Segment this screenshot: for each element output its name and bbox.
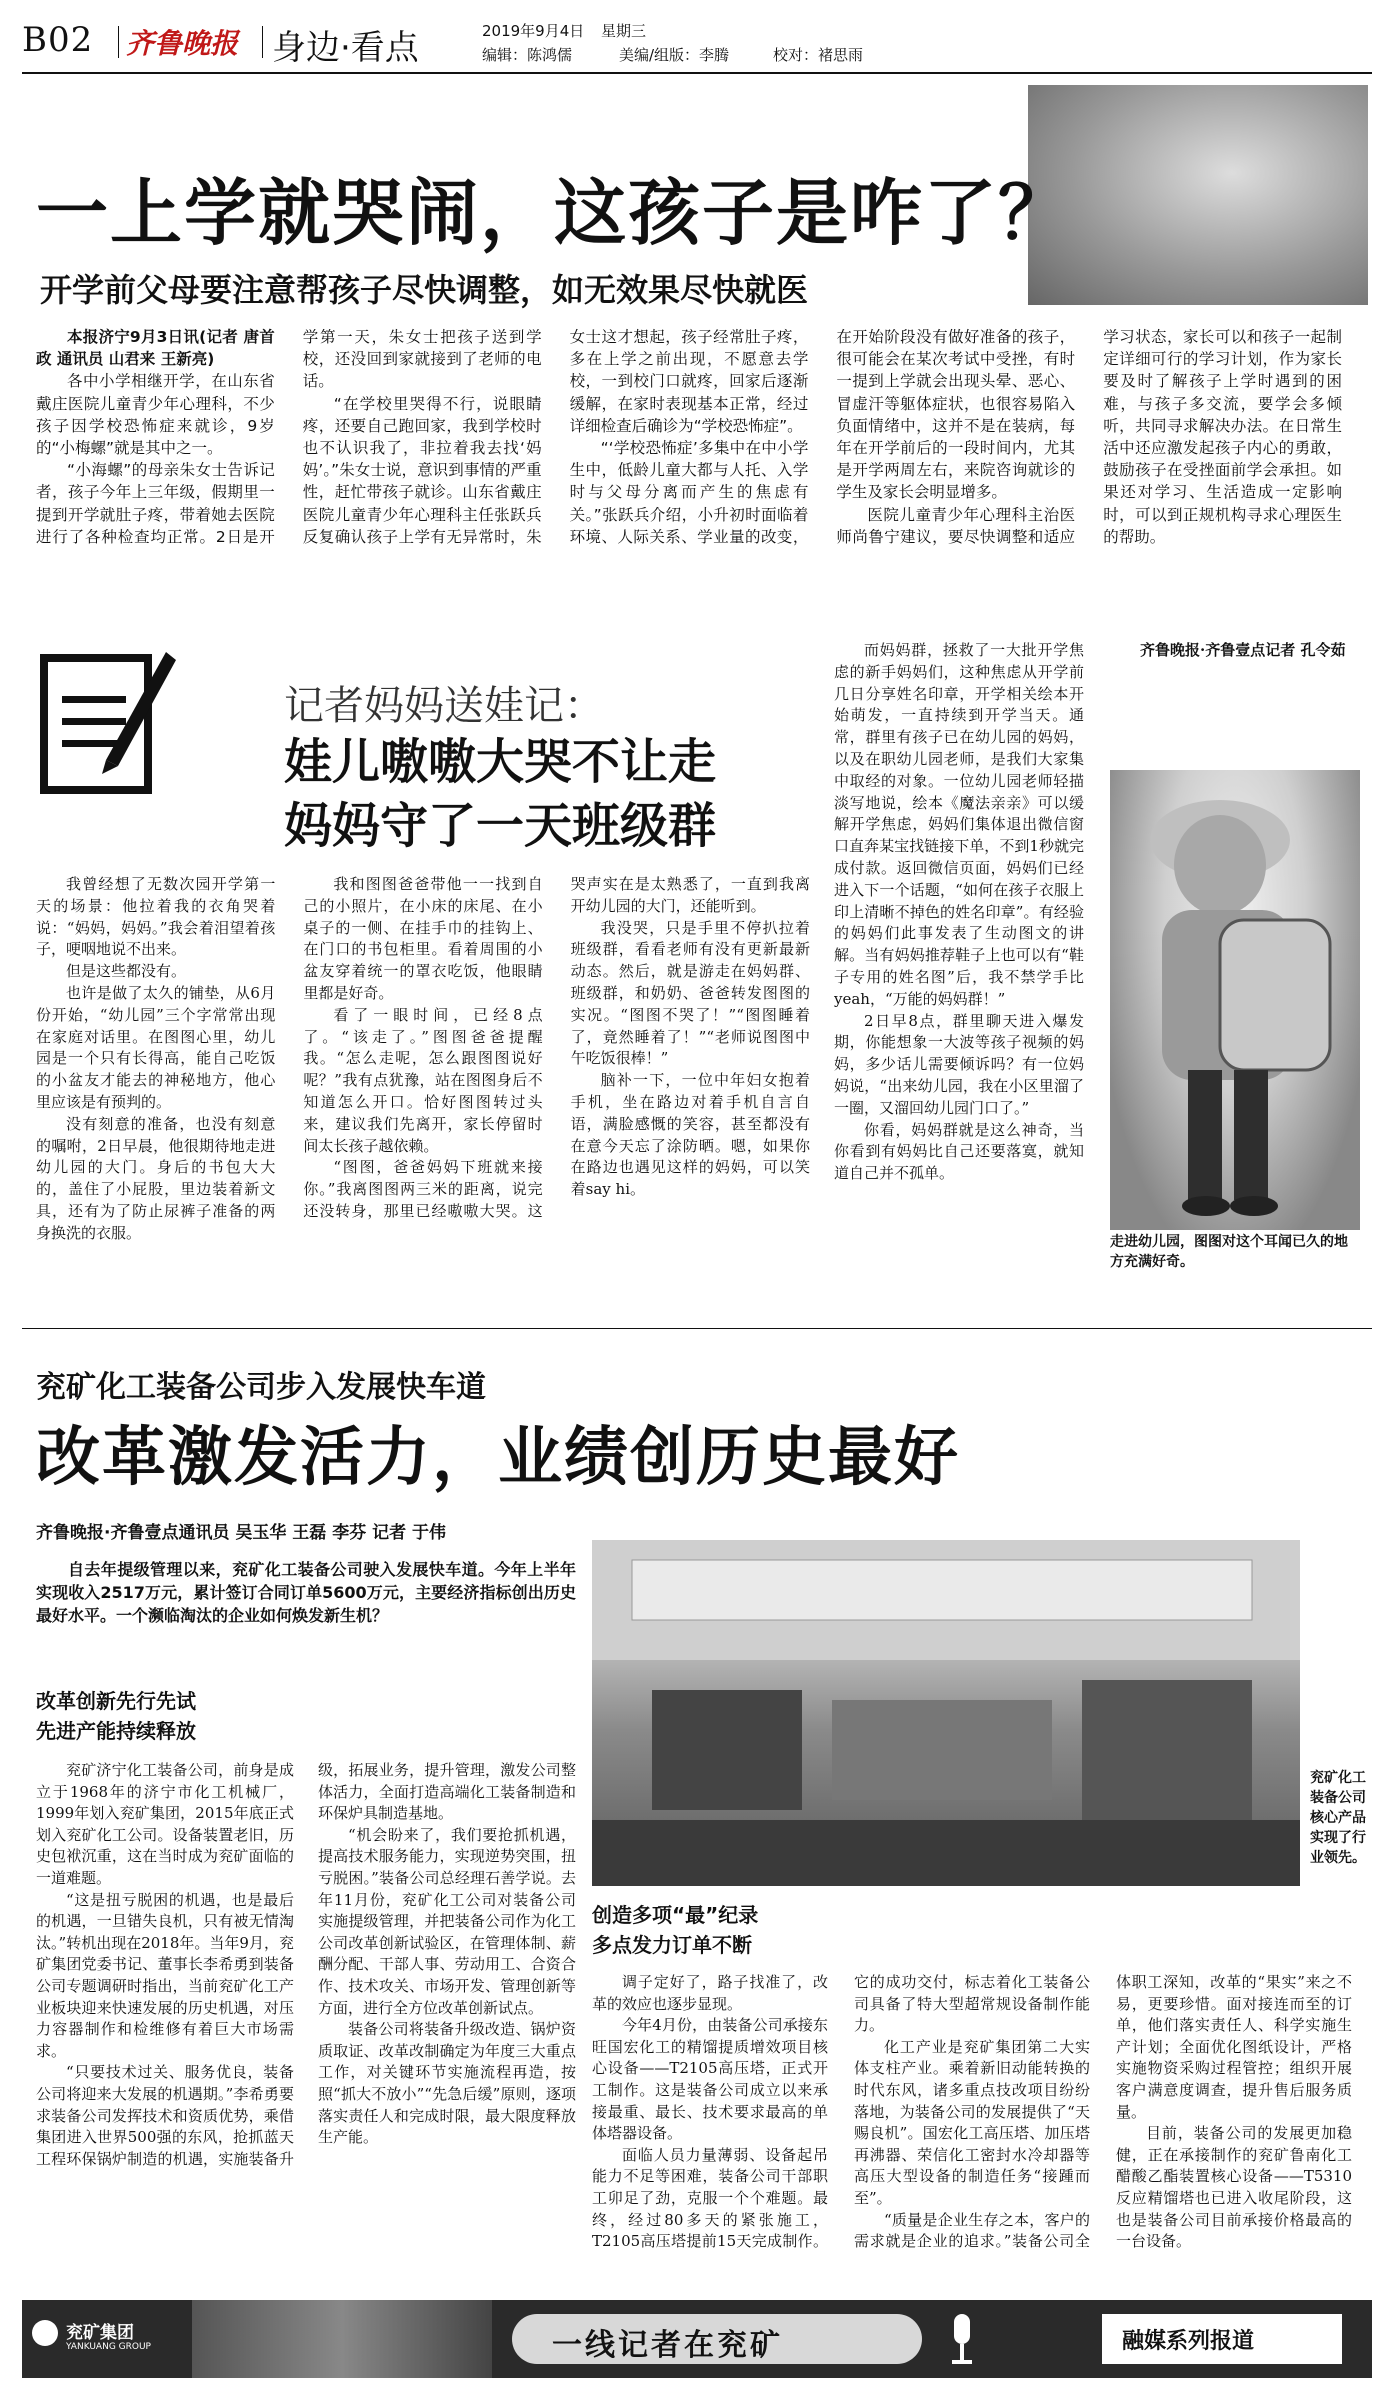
footer-banner (22, 2300, 1372, 2378)
section-title: 身边·看点 (272, 28, 419, 68)
proofreader-credit: 校对：褚思雨 (773, 46, 864, 64)
story2-para: 而妈妈群，拯救了一大批开学焦虑的新手妈妈们，这种焦虑从开学前几日分享姓名印章，开学相关绘本开始萌发，一直持续到开学当天。通常，群里有孩子已在幼儿园的妈妈，以及在职幼儿园老师，是我们大家集中取经的对象。一位幼儿园老师轻描淡写地说，绘本《魔法亲亲》可以缓解开学焦虑，妈妈们集体退出微信窗口直奔某宝找链接下单，不到1秒就完成付款。返回微信页面，妈妈们已经进入下一个话题，“如何在孩子衣服上印上清晰不掉色的姓名印章”。有经验的妈妈们此事发表了生动图文的讲解。当有妈妈推荐鞋子上也可以有“鞋子专用的姓名图”后，我不禁学手比yeah，“万能的妈妈群！” (834, 641, 1084, 1008)
story1-body (36, 326, 1342, 646)
story2-para: 我曾经想了无数次园开学第一天的场景：他拉着我的衣角哭着说：“妈妈，妈妈。”我会着泪望着孩子，哽咽地说不出来。 (36, 875, 276, 959)
story3-para: “质量是企业生存之本，客户的需求就是企业的追求。”装备公司全体职工深知，改革的“果实”来之不易，更要珍惜。面对接连而至的订单，他们落实责任人、科学实施生产计划；全面优化图纸设计，严格实施物资采购过程管控；组织开展客户满意度调查，提升售后服务质量。 (854, 1973, 1352, 2251)
story3-subheading2-line1: 创造多项“最”纪录 (592, 1903, 759, 1927)
story2-body-left (36, 874, 810, 1310)
story2-byline-box (1110, 640, 1350, 760)
company-logo (32, 2316, 182, 2366)
microphone-icon (942, 2310, 982, 2368)
story2-para: “图图，爸爸妈妈下班就来接你。”我离图图两三米的距离，说完还没转身，那里已经嗷嗷大哭。这哭声实在是太熟悉了，一直到我离开幼儿园的大门，还能听到。 (303, 875, 810, 1220)
factory-photo-caption: 兖矿化工装备公司核心产品实现了行业领先。 (1310, 1770, 1366, 1866)
issue-date: 2019年9月4日 (482, 22, 585, 40)
story3-para: “只要技术过关、服务优良，装备公司将迎来大发展的机遇期。”李希勇要求装备公司发挥技术和资质优势，乘借集团进入世界500强的东风，抢抓蓝天工程环保锅炉制造的机遇，实施装备升级，拓展业务，提升管理，激发公司整体活力，全面打造高端化工装备制造和环保炉具制造基地。 (36, 1761, 576, 2168)
notepad-icon (36, 640, 176, 800)
designer-credit: 美编/组版：李腾 (619, 46, 730, 64)
story2-headline-line1: 娃儿嗷嗷大哭不让走 (284, 734, 717, 790)
story1-byline: 本报济宁9月3日讯(记者 唐首政 通讯员 山君来 王新亮) (36, 328, 275, 369)
story3-para: 今年4月份，由装备公司承接东旺国宏化工的精馏提质增效项目核心设备——T2105高压塔，正式开工制作。这是装备公司成立以来承接最重、最长、技术要求最高的单体塔器设备。 (592, 2016, 828, 2143)
story3-para: 目前，装备公司的发展更加稳健，正在承接制作的兖矿鲁南化工醋酸乙酯装置核心设备——T5310反应精馏塔也已进入收尾阶段，这也是装备公司目前承接价格最高的一台设备。 (1116, 2124, 1352, 2251)
story1-para: 医院儿童青少年心理科主治医师尚鲁宁建议，要尽快调整和适应学习状态，家长可以和孩子一起制定详细可行的学习计划，作为家长要及时了解孩子上学时遇到的困难，与孩子多交流，要学会多倾听，共同寻求解决办法。在日常生活中还应激发起孩子内心的勇敢，鼓励孩子在受挫面前学会承担。如果还对学习、生活造成一定影响时，可以到正规机构寻求心理医生的帮助。 (836, 328, 1342, 546)
story2-kicker: 记者妈妈送娃记： (284, 683, 604, 729)
story3-lead (36, 1558, 576, 1648)
story2-body-right (834, 640, 1084, 1320)
page-header (0, 0, 1394, 80)
company-logo-icon (32, 2320, 58, 2346)
story1-para: 各中小学相继开学，在山东省戴庄医院儿童青少年心理科，不少孩子因学校恐怖症来就诊，9岁的“小梅螺”就是其中之一。 (36, 372, 275, 458)
story2-para: 但是这些都没有。 (66, 962, 187, 981)
company-logo-en: YANKUANG GROUP (66, 2342, 151, 2352)
story3-para: “机会盼来了，我们要抢抓机遇，提高技术服务能力，实现逆势突围，扭亏脱困。”装备公司总经理石善学说。去年11月份，兖矿化工公司对装备公司实施提级管理，并把装备公司作为化工公司改革创新试验区，在管理体制、薪酬分配、干部人事、劳动用工、合资合作、技术攻关、市场开发、管理创新等方面，进行全方位改革创新试点。 (318, 1825, 576, 2017)
miners-photo-strip (192, 2300, 492, 2378)
story2-headline-line2: 妈妈守了一天班级群 (284, 798, 717, 854)
story3-para: 兖矿济宁化工装备公司，前身是成立于1968年的济宁市化工机械厂，1999年划入兖矿集团，2015年底正式划入兖矿化工公司。设备装置老旧，历史包袱沉重，这在当时成为兖矿面临的一道难题。 (36, 1761, 294, 1887)
story1-subheadline: 开学前父母要注意帮孩子尽快调整，如无效果尽快就医 (40, 271, 809, 309)
story2-byline: 齐鲁晚报·齐鲁壹点记者 孔令茹 (1140, 641, 1346, 659)
company-logo-name: 兖矿集团 (66, 2323, 134, 2343)
story3-para: 调子定好了，路子找准了，改革的效应也逐步显现。 (592, 1973, 828, 2013)
story2-para: 也许是做了太久的铺垫，从6月份开始，“幼儿园”三个字常常出现在家庭对话里。在图图心里，幼儿园是一个只有长得高，能自己吃饭的小盆友才能去的神秘地方，他心里应该是有预判的。 (36, 983, 276, 1111)
story3-para: 面临人员力量薄弱、设备起吊能力不足等困难，装备公司干部职工卯足了劲，克服一个个难题。最终，经过80多天的紧张施工，T2105高压塔提前15天完成制作。它的成功交付，标志着化工装备公司具备了特大型超常规设备制作能力。 (592, 1973, 1090, 2251)
story3-subheading1 (36, 1686, 296, 1746)
editor-credit: 编辑：陈鸿儒 (482, 46, 573, 64)
story3-body-b (592, 1972, 1352, 2276)
newspaper-logo: 齐鲁晚报 (126, 27, 239, 60)
story2-para: 2日早8点，群里聊天进入爆发期，你能想象一大波等孩子视频的妈妈，多少话儿需要倾诉吗？有一位妈妈说，“出来幼儿园，我在小区里溜了一圈，又溜回幼儿园门口了。” (834, 1011, 1084, 1117)
story1-headline: 一上学就哭闹，这孩子是咋了？ (36, 171, 1073, 255)
story3-subheading1-line2: 先进产能持续释放 (36, 1719, 196, 1743)
story3-para: 化工产业是兖矿集团第二大实体支柱产业。乘着新旧动能转换的时代东风，诸多重点技改项目纷纷落地，为装备公司的发展提供了“天赐良机”。国宏化工高压塔、加压塔再沸器、荣信化工密封水冷却器等高压大型设备的制造任务“接踵而至”。 (854, 2037, 1090, 2207)
page-number: B02 (22, 20, 94, 60)
story3-kicker: 兖矿化工装备公司步入发展快车道 (36, 1370, 486, 1405)
story2-para: 我和图图爸爸带他一一找到自己的小照片，在小床的床尾、在小桌子的一侧、在挂手巾的挂钩上、在门口的书包柜里。看着周围的小盆友穿着统一的罩衣吃饭，他眼睛里都是好奇。 (303, 875, 543, 1002)
story2-para: 看了一眼时间，已经8点了。“该走了。”图图爸爸提醒我。“怎么走呢，怎么跟图图说好呢？”我有点犹豫，站在图图身后不知道怎么开口。恰好图图转过头来，建议我们先离开，家长停留时间太长孩子越依赖。 (303, 1005, 543, 1155)
story2-para: 我没哭，只是手里不停扒拉着班级群，看看老师有没有更新最新动态。然后，就是游走在妈妈群、班级群，和奶奶、爸爸转发图图的实况。“图图不哭了！”“图图睡着了，竟然睡着了！”“老师说图图中午吃饭很棒！” (570, 918, 810, 1068)
header-photo (1028, 85, 1368, 305)
story3-byline: 齐鲁晚报·齐鲁壹点通讯员 吴玉华 王磊 李芬 记者 于伟 (36, 1523, 447, 1543)
story3-para: 装备公司将装备升级改造、锅炉资质取证、改革改制确定为年度三大重点工作，对关键环节实施流程再造，按照“抓大不放小”“先急后缓”原则，逐项落实责任人和完成时限，最大限度释放生产能。 (318, 2020, 576, 2147)
banner-title: 一线记者在兖矿 (552, 2328, 783, 2363)
factory-photo (592, 1540, 1300, 1886)
story3-para: “这是扭亏脱困的机遇，也是最后的机遇，一旦错失良机，只有被无情淘汰。”转机出现在2018年。当年9月，兖矿集团党委书记、董事长李希勇到装备公司专题调研时指出，当前兖矿化工产业板块迎来快速发展的历史机遇，对压力容器制作和检维修有着巨大市场需求。 (36, 1890, 294, 2060)
child-backpack-photo (1110, 770, 1360, 1230)
story1-para: “在学校里哭得不行，说眼睛疼，还要自己跑回家，我到学校时也不认识我了，非拉着我去找‘妈妈’。”朱女士说，意识到事情的严重性，赶忙带孩子就诊。山东省戴庄医院儿童青少年心理科主任张跃兵反复确认孩子上学有无异常时，朱女士这才想起，孩子经常肚子疼，多在上学之前出现，不愿意去学校，一到校门口就疼，回家后逐渐缓解，在家时表现基本正常，经过详细检查后确诊为“学校恐怖症”。 (302, 328, 809, 546)
story3-lead-text: 自去年提级管理以来，兖矿化工装备公司驶入发展快车道。今年上半年实现收入2517万元，累计签订合同订单5600万元，主要经济指标创出历史最好水平。一个濒临淘汰的企业如何焕发新生机？ (36, 1560, 576, 1625)
story2-para: 你看，妈妈群就是这么神奇，当你看到有妈妈比自己还要落寞，就知道自己并不孤单。 (834, 1120, 1084, 1183)
story1-para: “小海螺”的母亲朱女士告诉记者，孩子今年上三年级，假期里一提到开学就肚子疼，带着她去医院进行了各种检查均正常。2日是开学第一天，朱女士把孩子送到学校，还没回到家就接到了老师的电话。 (36, 328, 542, 546)
story1-para: “‘学校恐怖症’多集中在中小学生中，低龄儿童大都与人托、入学时与父母分离而产生的焦虑有关。”张跃兵介绍，小升初时面临着环境、人际关系、学业量的改变，在开始阶段没有做好准备的孩子，很可能会在某次考试中受挫，有时一提到上学就会出现头晕、恶心、冒虚汗等躯体症状，也很容易陷入负面情绪中，这并不是在装病，每年在开学前后的一段时间内，尤其是开学两周左右，来院咨询就诊的学生及家长会明显增多。 (569, 328, 1076, 546)
series-label: 融媒系列报道 (1122, 2329, 1255, 2354)
story2-para: 脑补一下，一位中年妇女抱着手机，坐在路边对着手机自言自语，满脸感慨的笑容，甚至都没有在意今天忘了涂防晒。嗯，如果你在路边也遇见这样的妈妈，可以笑着say hi。 (570, 1071, 810, 1199)
issue-weekday: 星期三 (601, 22, 647, 40)
story2-para: 没有刻意的准备，也没有刻意的嘱咐，2日早晨，他很期待地走进幼儿园的大门。身后的书包大大的，盖住了小屁股，里边装着新文具，还有为了防止尿裤子准备的两身换洗的衣服。 (36, 1114, 276, 1242)
story3-subheading2-line2: 多点发力订单不断 (592, 1933, 752, 1957)
child-photo-caption: 走进幼儿园，图图对这个耳闻已久的地方充满好奇。 (1110, 1234, 1348, 1270)
story3-subheading2 (592, 1900, 812, 1960)
story3-body-a (36, 1760, 576, 2276)
workshop-scene-icon (592, 1540, 1300, 1886)
story3-subheading1-line1: 改革创新先行先试 (36, 1689, 196, 1713)
child-silhouette-icon (1110, 770, 1360, 1230)
story3-headline: 改革激发活力，业绩创历史最好 (36, 1421, 960, 1495)
